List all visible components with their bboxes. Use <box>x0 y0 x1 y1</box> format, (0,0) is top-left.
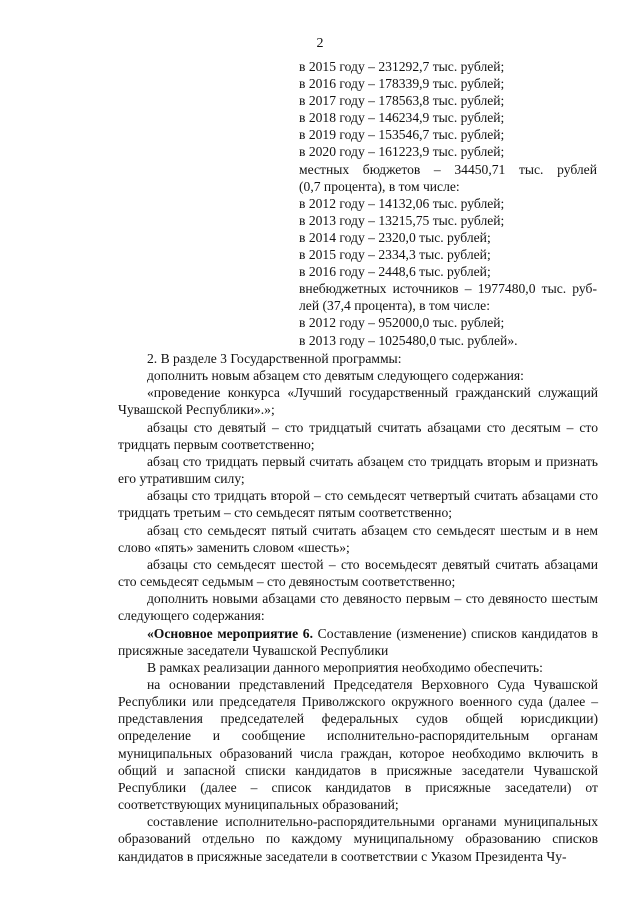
measure-heading-bold: «Основное мероприятие 6. <box>147 625 313 641</box>
paragraph: дополнить новыми абзацами сто девяносто первым – сто девяносто шестым следующего содержания: <box>118 591 598 624</box>
budget-line: в 2012 году – 14132,06 тыс. рублей; <box>299 195 505 211</box>
amendment-text <box>118 350 598 865</box>
budget-line: лей (37,4 процента), в том числе: <box>299 298 490 314</box>
paragraph: составление исполнительно-распорядительными органами муниципальных образований отдельно по каждому муниципальному образованию списков кандидатов в присяжные заседатели в соответствии с Указом Президента Чу- <box>118 814 598 864</box>
budget-line: в 2020 году – 161223,9 тыс. рублей; <box>299 144 505 160</box>
page-number: 2 <box>316 36 324 51</box>
paragraph: В рамках реализации данного мероприятия необходимо обеспечить: <box>147 659 543 675</box>
budget-line: в 2016 году – 178339,9 тыс. рублей; <box>299 76 505 92</box>
paragraph: на основании представлений Председателя Верховного Суда Чувашской Республики или председателя Приволжского окружного военного суда (далее – представления председателей федеральных судов общей юрисдикции) определение и сообщение исполнительно-распорядительным органам муниципальных образований числа граждан, которое необходимо включить в общий и запасной списки кандидатов в присяжные заседатели Чувашской Республики (далее – список кандидатов в присяжные заседатели) от соответствующих муниципальных образований; <box>118 676 598 813</box>
budget-line: в 2013 году – 1025480,0 тыс. рублей». <box>299 332 518 348</box>
budget-line: в 2012 году – 952000,0 тыс. рублей; <box>299 315 505 331</box>
measure-heading-paragraph <box>118 625 598 659</box>
budget-line: в 2015 году – 231292,7 тыс. рублей; <box>299 59 505 74</box>
measure-heading-text: Составление (изменение) списков кандидатов в присяжные заседатели Чувашской Республики <box>118 625 598 658</box>
budget-line: в 2018 году – 146234,9 тыс. рублей; <box>299 110 505 126</box>
budget-line: (0,7 процента), в том числе: <box>299 178 460 194</box>
budget-line: в 2016 году – 2448,6 тыс. рублей; <box>299 264 491 280</box>
budget-line: внебюджетных источников – 1977480,0 тыс. руб- <box>299 281 597 297</box>
paragraph: 2. В разделе 3 Государственной программы: <box>147 351 402 366</box>
paragraph: абзац сто семьдесят пятый считать абзацем сто семьдесят шестым и в нем слово «пять» заменить словом «шесть»; <box>118 522 598 555</box>
budget-line: местных бюджетов – 34450,71 тыс. рублей <box>299 161 597 177</box>
budget-line: в 2014 году – 2320,0 тыс. рублей; <box>299 229 491 245</box>
paragraph: дополнить новым абзацем сто девятым следующего содержания: <box>147 368 524 384</box>
paragraph: абзацы сто девятый – сто тридцатый считать абзацами сто десятым – сто тридцать первым соответственно; <box>118 419 598 452</box>
budget-line: в 2013 году – 13215,75 тыс. рублей; <box>299 212 505 228</box>
paragraph: абзац сто тридцать первый считать абзацем сто тридцать вторым и признать его утратившим силу; <box>118 453 598 487</box>
budget-line: в 2015 году – 2334,3 тыс. рублей; <box>299 247 491 263</box>
paragraph: абзацы сто семьдесят шестой – сто восемьдесят девятый считать абзацами сто семьдесят седьмым – сто девяностым соответственно; <box>118 556 598 590</box>
budget-line: в 2017 году – 178563,8 тыс. рублей; <box>299 93 505 109</box>
paragraph: «проведение конкурса «Лучший государственный гражданский служащий Чувашской Республики».»; <box>118 385 598 418</box>
budget-breakdown <box>299 58 597 349</box>
paragraph: абзацы сто тридцать второй – сто семьдесят четвертый считать абзацами сто тридцать третьим – сто семьдесят пятым соответственно; <box>118 488 598 521</box>
budget-line: в 2019 году – 153546,7 тыс. рублей; <box>299 127 505 143</box>
